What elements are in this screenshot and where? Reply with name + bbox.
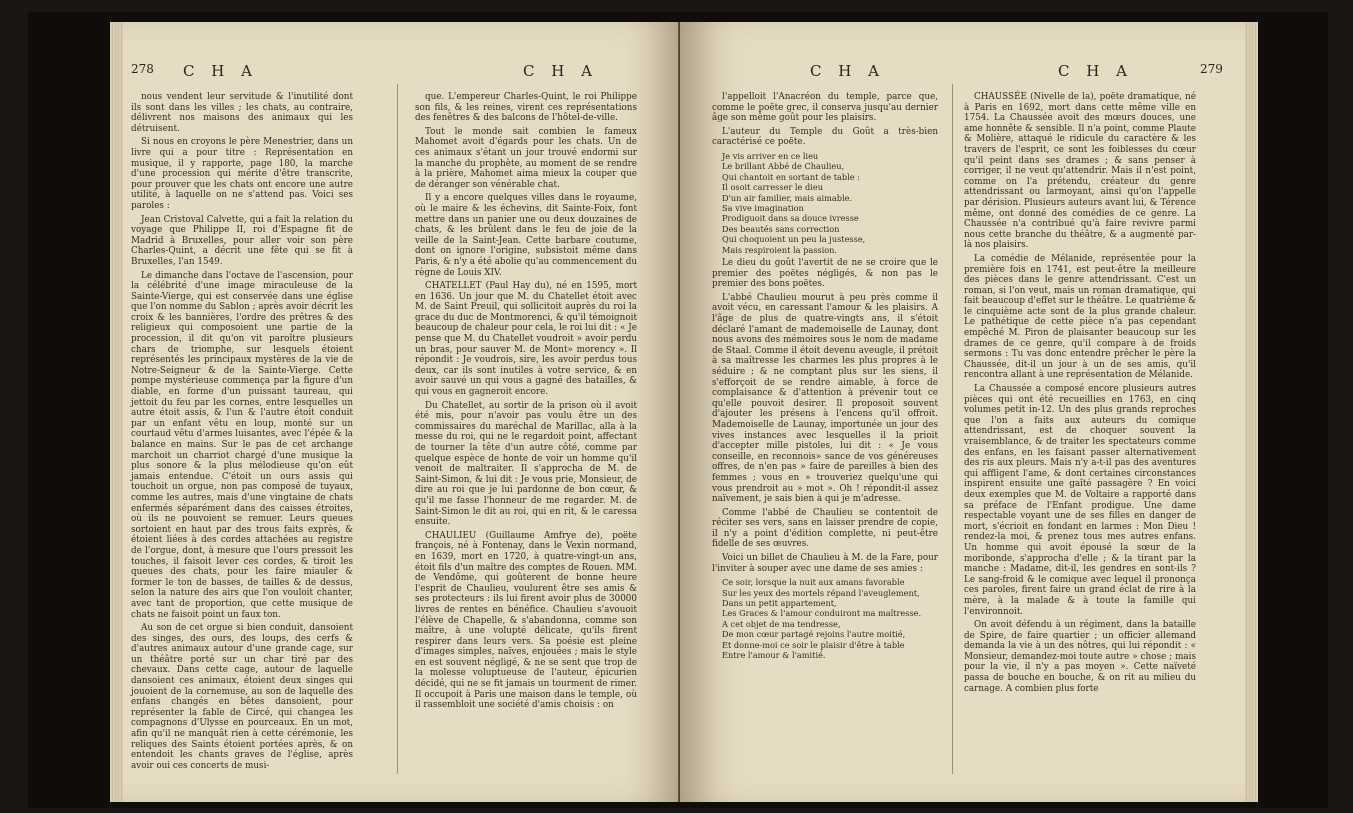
- paragraph: Au son de cet orgue si bien conduit, dansoient des singes, des ours, des loups, des cerfs & d'autres animaux autour d'une grande cage, sur un théâtre porté sur un char tiré par des chevaux. Dans cette cage, autour de laquelle dansoient ces animaux, étoient deux singes qui jouoient de la cornemuse, au son de laquelle des enfans changés en bêtes dansoient, pour représenter la fable de Circé, qui changea les compagnons d'Ulysse en pourceaux. En un mot, afin qu'il ne manquât rien à cette cérémonie, les reliques des Saints étoient portées après, & on entendoit les chants graves de l'église, après avoir oui ces concerts de musi-: [131, 623, 353, 771]
- paragraph: L'abbé Chaulieu mourut à peu près comme il avoit vécu, en caressant l'amour & les plaisirs. A l'âge de plus de quatre-vingts ans, il s'étoit déclaré l'amant de mademoiselle de Launay, dont nous avons des mémoires sous le nom de madame de Staal. Comme il étoit devenu aveugle, il prétoit à sa maîtresse les charmes les plus propres à le séduire ; & ne comptant plus sur les siens, il s'efforçoit de se rendre aimable, à force de complaisance & d'attention à prévenir tout ce qu'elle pouvoit desirer. Il proposoit souvent d'ajouter les présens à l'encens qu'il offroit. Mademoiselle de Launay, importunée un jour des vives instances avec lesquelles il la prioit d'accepter mille pistoles, lui dit : « Je vous conseille, en reconnois» sance de vos généreuses offres, de n'en pas » faire de pareilles à bien des femmes ; vous en » trouveriez quelqu'une qui vous prendroit au » mot ». Oh ! répondit-il assez naïvement, je sais bien à qui je m'adresse.: [712, 292, 938, 505]
- paragraph: CHAULIEU (Guillaume Amfrye de), poëte françois, né à Fontenay, dans le Vexin normand, en 1639, mort en 1720, à quatre-vingt-un ans, étoit fils d'un maître des comptes de Rouen. MM. de Vendôme, qui goûterent de bonne heure l'esprit de Chaulieu, voulurent être ses amis & ses protecteurs : ils lui firent avoir plus de 30000 livres de rentes en bénéfice. Chaulieu s'avouoit l'élève de Chapelle, & s'abandonna, comme son maître, à une volupté délicate, qu'ils firent respirer dans leurs vers. Sa poésie est pleine d'images simples, naïves, enjouées ; mais le style en est souvent négligé, & ne se sent que trop de la molesse voluptueuse de l'auteur, épicurien décidé, qui ne se fit jamais un tourment de rimer. Il occupoit à Paris une maison dans le temple, où il rassembloit une société d'amis choisis : on: [415, 530, 637, 711]
- paragraph: Si nous en croyons le père Menestrier, dans un livre qui a pour titre : Représentation en musique, il y rapporte, page 180, la marche d'une procession qui mérite d'être transcrite, pour prouver que les chats ont encore une autre utilité, à laquelle on ne s'attend pas. Voici ses paroles :: [131, 137, 353, 211]
- verse-line: Les Graces & l'amour conduiront ma maîtresse.: [722, 608, 922, 619]
- left-page: [123, 22, 683, 802]
- verse-line: De mon cœur partagé rejoins l'autre moitié,: [722, 629, 906, 640]
- paragraph: nous vendent leur servitude & l'inutilité dont ils sont dans les villes ; les chats, au contraire, délivrent nos maisons des animaux qui les détruisent.: [131, 92, 353, 134]
- paragraph: On avoit défendu à un régiment, dans la bataille de Spire, de faire quartier ; un officier allemand demanda la vie à un des nôtres, qui lui répondit : « Monsieur, demandez-moi toute autre » chose ; mais pour la vie, il n'y a pas moyen ». Cette naïveté passa de bouche en bouche, & on rit au milieu du carnage. A combien plus forte: [964, 620, 1196, 694]
- page-number-right: 279: [1200, 62, 1223, 76]
- running-head-left-col2: C H A: [523, 62, 598, 80]
- paragraph: Il y a encore quelques villes dans le royaume, où le maire & les échevins, dit Sainte-Foix, font mettre dans un panier une ou deux douzaines de chats, & les brûlent dans le feu de joie de la veille de la Saint-Jean. Cette barbare coutume, dont on ignore l'origine, subsistoit même dans Paris, & n'y a été abolie qu'au commencement du règne de Louis XIV.: [415, 193, 637, 278]
- paragraph: CHATELLET (Paul Hay du), né en 1595, mort en 1636. Un jour que M. du Chatellet étoit avec M. de Saint Preuil, qui sollicitoit auprès du roi la grace du duc de Montmorenci, & qu'il témoignoit beaucoup de chaleur pour cela, le roi lui dit : « Je pense que M. du Chatellet voudroit » avoir perdu un bras, pour sauver M. de Mont» morency ». Il répondit : Je voudrois, sire, les avoir perdus tous deux, car ils sont inutiles à votre service, & en avoir sauvé un qui vous a gagné des batailles, & qui vous en gagneroit encore.: [415, 281, 637, 398]
- verse-line: Entre l'amour & l'amitié.: [722, 650, 826, 661]
- right-page: [680, 22, 1245, 802]
- verse-line: Qui choquoient un peu la justesse,: [722, 234, 866, 245]
- paragraph: Voici un billet de Chaulieu à M. de la Fare, pour l'inviter à souper avec une dame de ses amies :: [712, 553, 938, 574]
- paragraph: l'appelloit l'Anacréon du temple, parce que, comme le poëte grec, il conserva jusqu'au dernier âge son même goût pour les plaisirs.: [712, 92, 938, 124]
- verse-line: Dans un petit appartement,: [722, 598, 837, 609]
- right-page-edge: [1244, 22, 1258, 802]
- running-head-right-col2: C H A: [1058, 62, 1133, 80]
- verse-line: Des beautés sans correction: [722, 223, 840, 234]
- column-divider: [397, 84, 398, 774]
- paragraph: La Chaussée a composé encore plusieurs autres pièces qui ont été recueillies en 1763, en cinq volumes petit in-12. Un des plus grands reproches que l'on a faits aux auteurs du comique attendrissant, est de choquer souvent la vraisemblance, & de traiter les spectateurs comme des enfans, en les faisant passer alternativement des ris aux pleurs. Mais n'y a-t-il pas des aventures qui affligent l'ame, & dont certaines circonstances inspirent ensuite une gaîté passagère ? En voici deux exemples que M. de Voltaire a rapporté dans sa préface de l'Enfant prodigue. Une dame respectable voyant une de ses filles en danger de mort, s'écrioit en fondant en larmes : Mon Dieu ! rendez-la moi, & prenez tous mes autres enfans. Un homme qui avoit épousé la sœur de la moribonde, s'approcha d'elle ; & la tirant par la manche : Madame, dit-il, les gendres en sont-ils ? Le sang-froid & le comique avec lequel il prononça ces paroles, firent faire un grand éclat de rire à la mère, à la malade & à toute la famille qui l'environnoit.: [964, 384, 1196, 617]
- verse-line: Le brillant Abbé de Chaulieu,: [722, 161, 845, 172]
- paragraph: CHAUSSÉE (Nivelle de la), poëte dramatique, né à Paris en 1692, mort dans cette même ville en 1754. La Chaussée avoit des mœurs douces, une ame honnête & sensible. Il n'a point, comme Plaute & Molière, attaqué le ridicule du caractère & les travers de l'esprit, ce sont les foiblesses du cœur qu'il peint dans ses drames ; & sans penser à corriger, il ne veut qu'attendrir. Mais il n'est point, comme on l'a prétendu, créateur du genre attendrissant ou larmoyant, ainsi qu'on l'appelle par dérision. Plusieurs auteurs avant lui, & Térence même, ont donné des comédies de ce genre. La Chaussée n'a contribué qu'à faire revivre parmi nous cette branche du théâtre, & a augmenté par-là nos plaisirs.: [964, 92, 1196, 251]
- verse-line: D'un air familier, mais aimable.: [722, 192, 853, 203]
- column-divider: [952, 84, 953, 774]
- verse-line: Et donne-moi ce soir le plaisir d'être à table: [722, 639, 905, 650]
- paragraph: Le dieu du goût l'avertit de ne se croire que le premier des poëtes négligés, & non pas le premier des bons poëtes.: [712, 258, 938, 290]
- left-page-column-1: [131, 92, 353, 774]
- verse-line: Qui chantoit en sortant de table :: [722, 171, 860, 182]
- left-page-edge: [110, 22, 124, 802]
- paragraph: L'auteur du Temple du Goût a très-bien caractérisé ce poëte.: [712, 126, 938, 148]
- right-page-column-2: [964, 92, 1196, 697]
- verse-line: Je vis arriver en ce lieu: [722, 150, 819, 161]
- page-number-left: 278: [131, 62, 154, 76]
- left-page-column-2: [415, 92, 637, 714]
- book-spread: [28, 12, 1328, 808]
- paragraph: Jean Cristoval Calvette, qui a fait la relation du voyage que Philippe II, roi d'Espagne fit de Madrid à Bruxelles, pour aller voir son père Charles-Quint, a décrit une fête qui se fit à Bruxelles, l'an 1549.: [131, 214, 353, 267]
- paragraph: Comme l'abbé de Chaulieu se contentoit de réciter ses vers, sans en laisser prendre de copie, il n'y a point d'édition complette, ni peut-être fidelle de ses œuvres.: [712, 507, 938, 550]
- verse-line: Il osoit carresser le dieu: [722, 182, 823, 193]
- paragraph: La comédie de Mélanide, représentée pour la première fois en 1741, est peut-être la meilleure des pièces dans le genre attendrissant. C'est un roman, si l'on veut, mais un roman dramatique, qui fait beaucoup d'effet sur le théâtre. Le quatrième & le cinquième acte sont de la plus grande chaleur. Le pathétique de cette pièce n'a pas cependant empêché M. Piron de plaisanter beaucoup sur les drames de ce genre, qu'il compare à de froids sermons : Tu vas donc entendre prêcher le père la Chaussée, dit-il un jour à un de ses amis, qu'il rencontra allant à une représentation de Mélanide.: [964, 253, 1196, 381]
- verse-line: Sa vive imagination: [722, 203, 804, 213]
- verse-line: Mais respiroient la passion.: [722, 244, 838, 255]
- right-page-column-1: [712, 92, 938, 664]
- paragraph: Tout le monde sait combien le fameux Mahomet avoit d'égards pour les chats. Un de ces animaux s'étant un jour trouvé endormi sur la manche du prophète, au moment de se rendre à la prière, Mahomet aima mieux la couper que de déranger son vénérable chat.: [415, 126, 637, 190]
- verse-line: Prodiguoit dans sa douce ivresse: [722, 213, 859, 224]
- paragraph: Du Chatellet, au sortir de la prison où il avoit été mis, pour n'avoir pas voulu être un des commissaires du maréchal de Marillac, alla à la messe du roi, qui ne le regardoit point, affectant de tourner la tête d'un autre côté, comme par quelque espèce de honte de voir un homme qu'il venoit de maltraiter. Il s'approcha de M. de Saint-Simon, & lui dit : Je vous prie, Monsieur, de dire au roi que je lui pardonne de bon cœur, & qu'il me fasse l'honneur de me regarder. M. de Saint-Simon le dit au roi, qui en rit, & le caressa ensuite.: [415, 400, 637, 528]
- paragraph: Le dimanche dans l'octave de l'ascension, pour la célébrité d'une image miraculeuse de la Sainte-Vierge, qui est conservée dans une église que l'on nomme du Sablon ; après avoir décrit les croix & les bannières, l'ordre des prêtres & des religieux qui composoient une partie de la procession, il dit qu'on vit paroître plusieurs chars de triomphe, sur lesquels étoient représentés les principaux mystères de la vie de Notre-Seigneur & de la Sainte-Vierge. Cette pompe mystérieuse commença par la figure d'un diable, en forme d'un puissant taureau, qui jettoit du feu par les cornes, entre lesquelles un autre étoit assis, & l'un & l'autre étoit conduit par un enfant vêtu en loup, monté sur un courtaud vêtu d'armes luisantes, avec l'épée & la balance en mains. Sur le pas de cet archange marchoit un charriot chargé d'une musique la plus sonore & la plus mélodieuse qu'on eût jamais entendue. C'étoit un ours assis qui touchoit un orgue, non pas composé de tuyaux, comme les autres, mais d'une vingtaine de chats enfermés séparément dans des caisses étroites, où ils ne pouvoient se remuer. Leurs queues sortoient en haut par des trous faits exprès, & étoient liées à des cordes attachées au registre de l'orgue, dont, à mesure que l'ours pressoit les touches, il faisoit lever ces cordes, & tiroit les queues des chats, pour les faire miauler & former le ton de basses, de tailles & de dessus, selon la nature des airs que l'on vouloit chanter, avec tant de proportion, que cette musique de chats ne faisoit point un faux ton.: [131, 270, 353, 620]
- running-head-left-col1: C H A: [183, 62, 258, 80]
- verse-line: A cet objet de ma tendresse,: [722, 618, 841, 629]
- verse-block: [712, 151, 938, 255]
- running-head-right-col1: C H A: [810, 62, 885, 80]
- verse-block: [712, 577, 938, 660]
- verse-line: Sur les yeux des mortels répand l'aveuglement,: [722, 587, 920, 598]
- verse-line: Ce soir, lorsque la nuit aux amans favorable: [722, 577, 905, 588]
- paragraph: que. L'empereur Charles-Quint, le roi Philippe son fils, & les reines, virent ces représentations des fenêtres & des balcons de l'hôtel-de-ville.: [415, 92, 637, 124]
